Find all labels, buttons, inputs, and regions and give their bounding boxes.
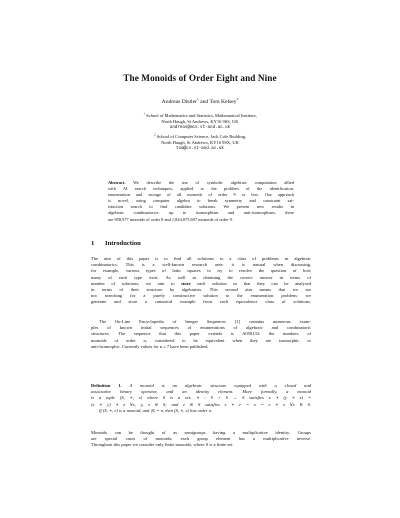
affiliation	[0, 113, 400, 132]
text-line: not searching for a purely constructive solution to the enumeration problem; we	[91, 293, 311, 299]
section-heading	[91, 240, 311, 247]
affiliation-line: North Haugh, St Andrews, KY16 9SX, UK	[161, 139, 239, 145]
abstract-line: We describe the use of symbolic algebraic computation allied	[125, 180, 294, 185]
text-line: anti-isomorphic. Currently values for n ≤ 7 have been published.	[91, 343, 209, 349]
email-address: andreas@mcs.st-and.ac.uk	[169, 126, 231, 131]
text-line: The On-Line Encyclopedia of Integer Sequences [1] contains numerous exam-	[99, 319, 311, 324]
affiliation-mark: 1	[143, 111, 145, 116]
definition-line: associative binary operator, and an identity element. More formally, a monoid	[91, 389, 311, 395]
text-line: in terms of their structure by algebraists. This second aim means that we are	[91, 287, 311, 293]
text-line: Monoids can be thought of as semigroups having a multiplicative identity. Groups	[91, 430, 311, 435]
affiliation-mark: 1	[196, 97, 199, 102]
section-title: Introduction	[105, 240, 141, 247]
affiliation-line: School of Computer Science, Jack Cole Building,	[156, 133, 247, 139]
affiliation-mark: 2	[236, 97, 239, 102]
definition-line: A monoid is an algebraic structure equipped with a closed and	[121, 383, 311, 388]
author-name: Tom Kelsey	[209, 99, 237, 105]
affiliation-line: North Haugh, St Andrews, KY16 9SS, UK	[161, 119, 239, 125]
affiliation-line: School of Mathematics and Statistics, Mathematical Institute,	[146, 113, 257, 118]
author-connector: and	[198, 99, 210, 105]
email-address: tom@cs.st-and.ac.uk	[176, 147, 224, 152]
definition-line: is a tuple (S, ∗, e) where S is a set; ∗ : S × S → S satisfies x ∗ (y ∗ z) =	[91, 395, 311, 401]
abstract-label: Abstract.	[108, 180, 126, 185]
text-line: ples of known initial sequences of enumerations of algebraic and combinatoric	[91, 325, 311, 331]
abstract-line: enumeration and storage of all monoids of order 9 or less. Our approach	[108, 192, 294, 198]
text-line: The aim of this paper is to find all solutions to a class of problems in algebraic	[91, 256, 311, 261]
abstract-line: are 858,977 monoids of order 8 and 1,844,075,697 monoids of order 9.	[108, 216, 233, 222]
text-line: monoids of order n, considered to be equivalent when they are isomorphic or	[91, 337, 311, 343]
text-line: structures. The sequence that this paper extends is A058133: the numbers of	[91, 331, 311, 337]
affiliation	[0, 134, 400, 153]
abstract-line: algebraic combinatorics: up to isomorphism and anti-isomorphism, there	[108, 210, 294, 216]
abstract-line: isfaction search to find candidate solutions. We present new results in	[108, 204, 294, 210]
definition-line: If (S, ∗, e) is a monoid, and |S| = n, then (S, ∗, e) has order n.	[99, 407, 213, 413]
text-line: Throughout this paper we consider only finite monoids, where S is a finite set.	[91, 442, 234, 448]
abstract-line: is novel, using computer algebra to break symmetry and constraint sat-	[108, 198, 294, 204]
definition-label: Definition 1.	[91, 383, 122, 388]
affiliations	[0, 113, 400, 154]
author-name: Andreas Distler	[161, 99, 197, 105]
text-line: generate and store a canonical example from each equivalence class of solutions.	[91, 299, 311, 305]
affiliation-mark: 2	[153, 132, 156, 137]
definition-line: (x ∗ y) ∗ z ∀x, y, z ∈ S; and e ∈ S satisfies x ∗ e = x = e ∗ x ∀x ∈ S.	[91, 401, 311, 407]
section-number: 1	[91, 240, 95, 247]
text-line: many of each type exist. As well as obtaining the correct answer in terms of	[91, 274, 311, 280]
abstract-line: with AI search techniques, applied to the problem of the identification,	[108, 186, 294, 192]
emphasis-text: store	[181, 280, 191, 286]
text-line: are special cases of monoids; each group element has a multiplicative inverse.	[91, 436, 311, 442]
paragraph	[91, 319, 311, 350]
author-line	[0, 99, 400, 105]
definition	[91, 383, 311, 414]
text-line: combinatorics. This is a well-known research area: it is natural when discussing,	[91, 262, 311, 268]
abstract	[108, 180, 294, 223]
text-line: number of solutions, we aim to store each solution so that they can be analysed	[91, 280, 312, 286]
paragraph	[91, 256, 311, 306]
paper-title: The Monoids of Order Eight and Nine	[123, 73, 277, 83]
paragraph	[91, 430, 311, 449]
text-line: for example, various types of latin squares to try to resolve the question of how	[91, 268, 311, 274]
